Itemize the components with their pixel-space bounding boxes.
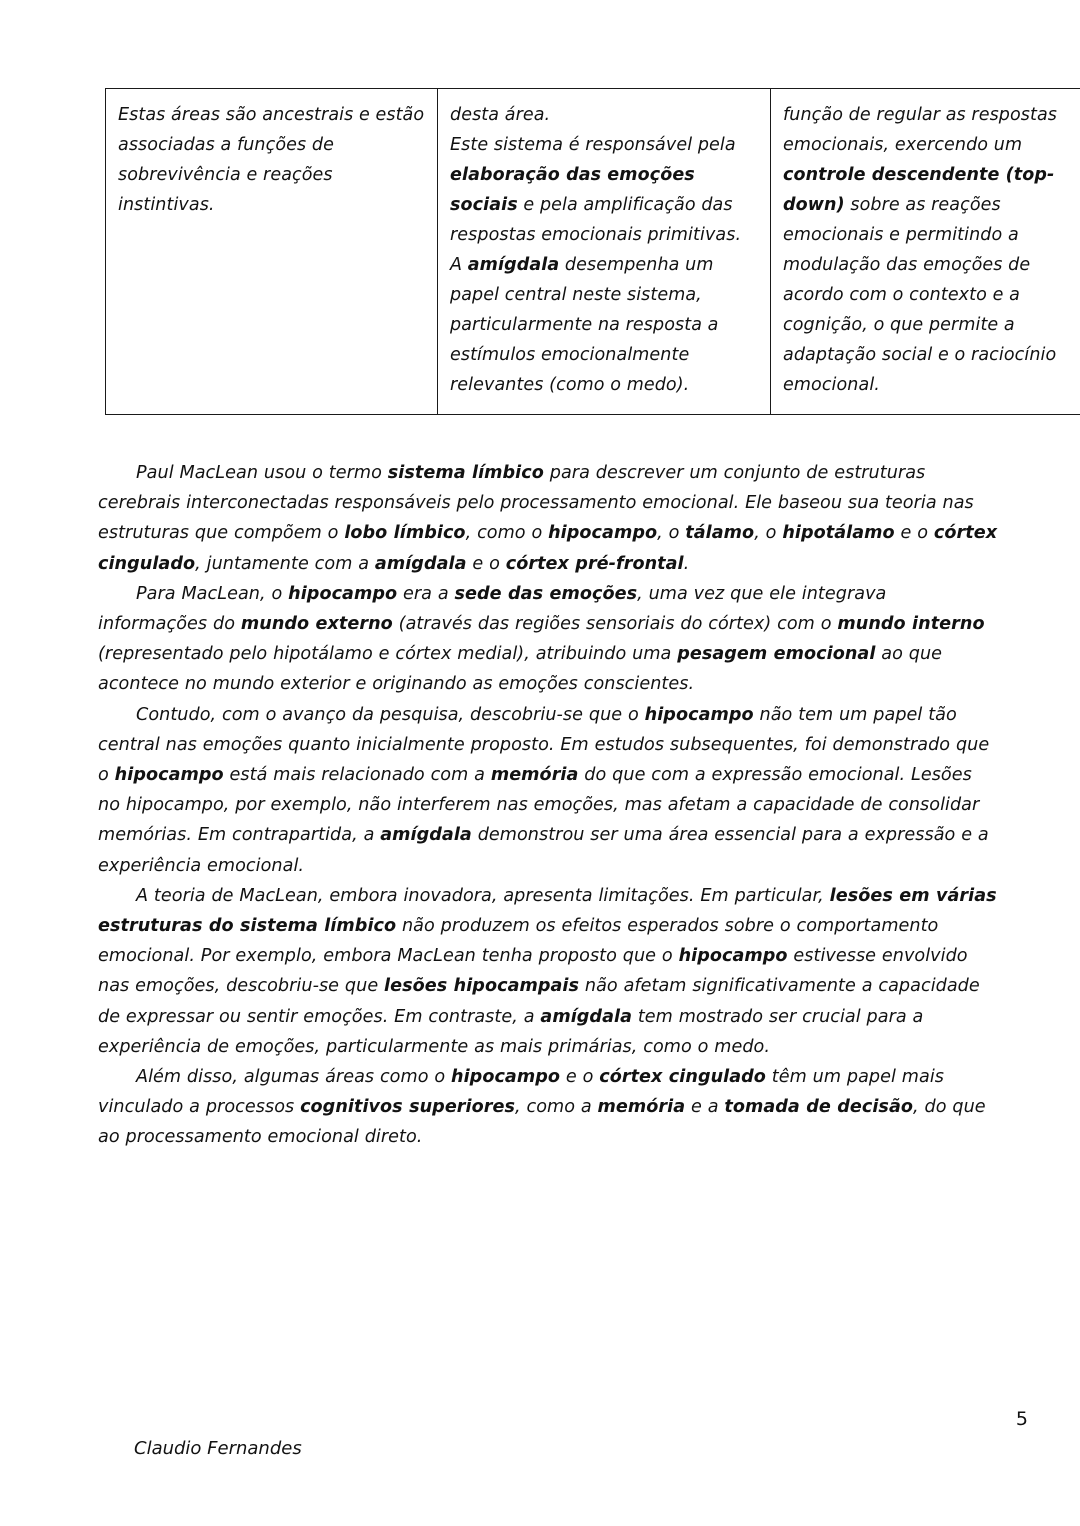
emphasis-term: hipocampo xyxy=(678,946,788,967)
emphasis-term: hipocampo xyxy=(548,523,658,544)
emphasis-term: mundo interno xyxy=(837,614,985,635)
emphasis-term: córtex pré-frontal xyxy=(505,553,684,574)
text-run: e o xyxy=(560,1067,600,1088)
emphasis-term: amígdala xyxy=(374,553,467,574)
text-run: não tem um papel tão central nas emoções quanto inicialmente proposto. Em estudos subsequentes, foi demonstrado que o xyxy=(98,704,990,786)
emphasis-term: hipocampo xyxy=(644,704,754,725)
text-run: , como o xyxy=(465,523,549,544)
text-run: sobre as reações emocionais e permitindo a modulação das emoções de acordo com o contexto e a cognição, o que permite a adaptação social e o raciocínio emocional. xyxy=(783,195,1057,395)
text-run: Este sistema é responsável pela xyxy=(450,135,736,155)
table-row xyxy=(106,89,1080,415)
text-run: (representado pelo hipotálamo e córtex medial), atribuindo uma xyxy=(98,644,678,665)
emphasis-term: sede das emoções xyxy=(454,583,638,604)
emphasis-term: sistema límbico xyxy=(387,463,544,483)
text-run: Contudo, com o avanço da pesquisa, descobriu-se que o xyxy=(136,704,645,725)
page-number: 5 xyxy=(1015,1408,1028,1430)
paragraph-contudo xyxy=(98,700,998,881)
text-run: do que com a expressão emocional. Lesões no hipocampo, por exemplo, não interferem nas emoções, mas afetam a capacidade de consolidar memórias. Em contrapartida, a xyxy=(98,765,980,846)
text-run: está mais relacionado com a xyxy=(223,765,491,786)
emphasis-term: lesões hipocampais xyxy=(384,976,580,997)
emphasis-term: tomada de decisão xyxy=(724,1097,914,1118)
table-cell-paragraph xyxy=(450,250,758,400)
text-run: não produzem os efeitos esperados sobre o comportamento emocional. Por exemplo, embora MacLean tenha proposto que o xyxy=(98,916,939,967)
text-run: A xyxy=(450,255,468,275)
paragraph-paul-maclean xyxy=(98,458,998,579)
text-run: e pela amplificação das respostas emocionais primitivas. xyxy=(450,195,742,245)
text-run: para descrever um conjunto de estruturas cerebrais interconectadas responsáveis pelo processamento emocional. Ele baseou sua teoria nas estruturas que compõem o xyxy=(98,463,974,544)
emphasis-term: pesagem emocional xyxy=(677,644,876,665)
text-run: e a xyxy=(685,1097,725,1118)
table-cell-paragraph xyxy=(450,130,758,250)
emphasis-term: córtex cingulado xyxy=(599,1067,766,1088)
emphasis-term: amígdala xyxy=(540,1006,632,1027)
table-cell-controle-descendente xyxy=(771,89,1080,415)
emphasis-term: tálamo xyxy=(685,523,755,544)
text-run: desta área. xyxy=(450,105,551,125)
text-run: Estas áreas são ancestrais e estão associadas a funções de sobrevivência e reações instintivas. xyxy=(118,105,425,215)
table-cell-paragraph xyxy=(118,100,425,220)
text-run: demonstrou ser uma área essencial para a expressão e a experiência emocional. xyxy=(98,825,989,876)
text-run: e o xyxy=(894,523,934,544)
emphasis-term: memória xyxy=(490,765,579,786)
emphasis-term: cognitivos superiores xyxy=(300,1097,515,1118)
text-run: , o xyxy=(754,523,783,544)
emphasis-term: hipocampo xyxy=(288,583,398,604)
emphasis-term: hipocampo xyxy=(114,765,224,786)
text-run: desempenha um papel central neste sistema, particularmente na resposta a estímulos emocionalmente relevantes (como o medo). xyxy=(450,255,719,395)
author-footer: Claudio Fernandes xyxy=(134,1438,302,1459)
continuation-table-wrapper xyxy=(105,88,1058,415)
emphasis-term: hipocampo xyxy=(451,1067,561,1088)
text-run: função de regular as respostas emocionais, exercendo um xyxy=(783,105,1058,155)
text-run: era a xyxy=(397,583,455,604)
table-cell-ancestrais xyxy=(106,89,438,415)
table-cell-paragraph xyxy=(783,100,1076,400)
text-run: Além disso, algumas áreas como o xyxy=(136,1067,452,1088)
emphasis-term: lesões em várias estruturas do sistema límbico xyxy=(98,885,997,937)
text-run: A teoria de MacLean, embora inovadora, apresenta limitações. Em particular, xyxy=(136,885,830,906)
text-run: não afetam significativamente a capacidade de expressar ou sentir emoções. Em contraste, a xyxy=(98,976,980,1027)
table-cell-sistema-limbico xyxy=(438,89,771,415)
emphasis-term: elaboração das emoções sociais xyxy=(450,165,695,215)
text-run: , do que ao processamento emocional direto. xyxy=(98,1097,986,1148)
continuation-table xyxy=(105,88,1080,415)
text-run: , como a xyxy=(514,1097,598,1118)
emphasis-term: hipotálamo xyxy=(782,523,895,544)
text-run: , o xyxy=(657,523,686,544)
text-run: Para MacLean, o xyxy=(136,583,289,604)
emphasis-term: amígdala xyxy=(467,255,560,275)
table-cell-paragraph xyxy=(450,100,758,130)
emphasis-term: mundo externo xyxy=(240,614,393,635)
text-run: tem mostrado ser crucial para a experiência de emoções, particularmente as mais primárias, como o medo. xyxy=(98,1006,924,1057)
emphasis-term: memória xyxy=(597,1097,686,1118)
paragraph-alem-disso xyxy=(98,1062,998,1153)
emphasis-term: lobo límbico xyxy=(344,523,466,544)
text-run: têm um papel mais vinculado a processos xyxy=(98,1067,944,1118)
paragraph-limitacoes xyxy=(98,881,998,1062)
text-run: , juntamente com a xyxy=(195,553,375,574)
emphasis-term: controle descendente (top-down) xyxy=(783,165,1055,215)
body-text-block xyxy=(98,458,998,1153)
text-run: , uma vez que ele integrava informações do xyxy=(98,583,887,635)
text-run: estivesse envolvido nas emoções, descobriu-se que xyxy=(98,946,968,997)
text-run: Paul MacLean usou o termo xyxy=(136,463,388,483)
text-run: ao que acontece no mundo exterior e originando as emoções conscientes. xyxy=(98,644,943,695)
text-run: . xyxy=(683,553,690,574)
text-run: (através das regiões sensoriais do córtex) com o xyxy=(392,614,838,635)
paragraph-para-maclean xyxy=(98,579,998,700)
emphasis-term: amígdala xyxy=(380,825,472,846)
text-run: e o xyxy=(466,553,506,574)
emphasis-term: córtex cingulado xyxy=(98,523,998,574)
